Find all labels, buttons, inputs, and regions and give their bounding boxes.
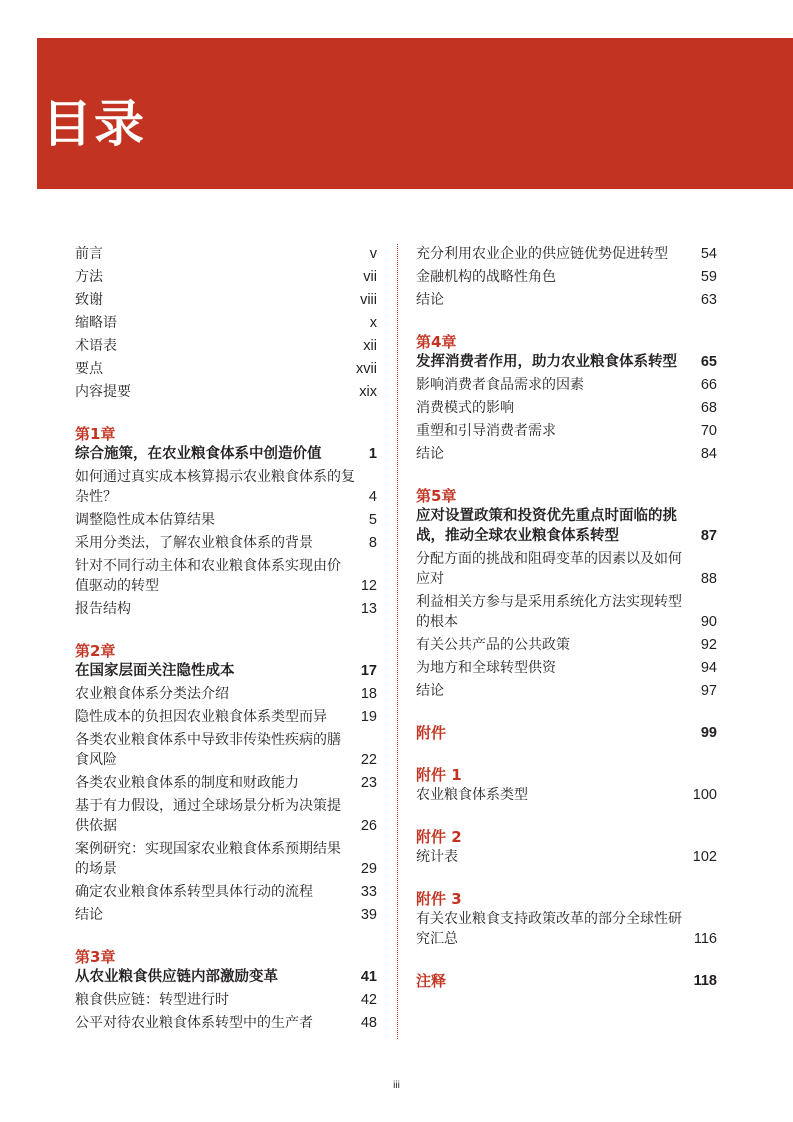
- toc-entry-page: 26: [360, 818, 377, 834]
- toc-chapter: [416, 332, 717, 372]
- toc-entry[interactable]: [75, 556, 377, 596]
- toc-entry[interactable]: [416, 244, 717, 264]
- toc-entry-title: 结论: [416, 446, 444, 462]
- toc-entry-page: 92: [700, 637, 717, 653]
- chapter-title-row[interactable]: [416, 506, 717, 546]
- section-title: 附件: [416, 724, 447, 742]
- toc-entry[interactable]: [416, 658, 717, 678]
- toc-entry-title: 结论: [416, 292, 444, 308]
- toc-entry-title: 利益相关方参与是采用系统化方法实现转型的根本: [416, 594, 682, 630]
- toc-section-heading[interactable]: [416, 971, 717, 991]
- chapter-label: 第4章: [416, 333, 457, 351]
- toc-entry-title: 针对不同行动主体和农业粮食体系实现由价值驱动的转型: [75, 558, 341, 594]
- toc-entry-title: 统计表: [416, 849, 458, 865]
- toc-entry[interactable]: [416, 909, 717, 949]
- toc-entry[interactable]: [416, 290, 717, 310]
- chapter-title-row[interactable]: [75, 444, 377, 464]
- toc-entry-title: 要点: [75, 361, 103, 377]
- toc-entry[interactable]: [75, 267, 377, 287]
- toc-entry[interactable]: [416, 635, 717, 655]
- toc-entry-title: 消费模式的影响: [416, 400, 514, 416]
- toc-entry-page: 66: [700, 377, 717, 393]
- toc-entry-page: 13: [360, 601, 377, 617]
- toc-entry-page: 18: [360, 686, 377, 702]
- toc-entry[interactable]: [75, 510, 377, 530]
- toc-entry-page: 42: [360, 992, 377, 1008]
- chapter-title: 综合施策，在农业粮食体系中创造价值: [75, 446, 322, 462]
- toc-entry[interactable]: [75, 467, 377, 507]
- toc-entry-title: 各类农业粮食体系的制度和财政能力: [75, 775, 299, 791]
- chapter-label: 第5章: [416, 487, 457, 505]
- toc-entry[interactable]: [75, 313, 377, 333]
- toc-entry[interactable]: [75, 1013, 377, 1033]
- toc-entry-title: 隐性成本的负担因农业粮食体系类型而异: [75, 709, 327, 725]
- toc-entry-title: 分配方面的挑战和阻碍变革的因素以及如何应对: [416, 551, 682, 587]
- toc-entry-title: 充分利用农业企业的供应链优势促进转型: [416, 246, 668, 262]
- toc-entry-title: 有关农业粮食支持政策改革的部分全球性研究汇总: [416, 911, 682, 947]
- toc-entry-page: 94: [700, 660, 717, 676]
- toc-entry-page: 5: [368, 512, 377, 528]
- toc-entry-page: 116: [693, 931, 717, 947]
- toc-entry[interactable]: [75, 244, 377, 264]
- toc-entry-title: 重塑和引导消费者需求: [416, 423, 556, 439]
- toc-entry-page: 88: [700, 571, 717, 587]
- toc-entry-title: 农业粮食体系类型: [416, 787, 528, 803]
- toc-entry-title: 调整隐性成本估算结果: [75, 512, 215, 528]
- toc-entry-page: 29: [360, 861, 377, 877]
- chapter-page: 17: [360, 663, 377, 679]
- section-page: 118: [693, 973, 717, 989]
- toc-entry-page: xix: [359, 384, 377, 400]
- toc-entry-page: viii: [360, 292, 377, 308]
- toc-entry[interactable]: [75, 882, 377, 902]
- toc-entry[interactable]: [75, 707, 377, 727]
- toc-entry-page: xii: [363, 338, 377, 354]
- toc-entry-page: 90: [700, 614, 717, 630]
- toc-entry-title: 公平对待农业粮食体系转型中的生产者: [75, 1015, 313, 1031]
- chapter-page: 1: [368, 446, 377, 462]
- toc-entry[interactable]: [416, 267, 717, 287]
- toc-entry[interactable]: [416, 847, 717, 867]
- toc-right-column: [416, 244, 717, 991]
- toc-entry[interactable]: [75, 730, 377, 770]
- toc-entry-title: 确定农业粮食体系转型具体行动的流程: [75, 884, 313, 900]
- toc-left-column: [75, 244, 377, 1036]
- chapter-label: 附件 1: [416, 766, 462, 784]
- toc-chapter: [416, 765, 717, 785]
- toc-entry-title: 案例研究：实现国家农业粮食体系预期结果的场景: [75, 841, 341, 877]
- chapter-title-row[interactable]: [75, 967, 377, 987]
- toc-entry-page: v: [369, 246, 377, 262]
- toc-entry-page: 48: [360, 1015, 377, 1031]
- chapter-label: 附件 3: [416, 890, 462, 908]
- toc-entry-title: 内容提要: [75, 384, 131, 400]
- toc-entry-page: 54: [700, 246, 717, 262]
- chapter-label: 第2章: [75, 642, 116, 660]
- toc-chapter: [75, 424, 377, 464]
- toc-entry-title: 采用分类法，了解农业粮食体系的背景: [75, 535, 313, 551]
- toc-entry-page: 39: [360, 907, 377, 923]
- toc-entry-title: 金融机构的战略性角色: [416, 269, 556, 285]
- toc-entry-title: 术语表: [75, 338, 117, 354]
- toc-entry-page: 12: [360, 578, 377, 594]
- toc-entry-page: x: [369, 315, 377, 331]
- toc-entry[interactable]: [75, 382, 377, 402]
- toc-entry-title: 影响消费者食品需求的因素: [416, 377, 584, 393]
- toc-entry-page: 102: [692, 849, 717, 865]
- toc-entry-title: 前言: [75, 246, 103, 262]
- toc-entry[interactable]: [75, 796, 377, 836]
- toc-entry-title: 方法: [75, 269, 103, 285]
- toc-entry-title: 报告结构: [75, 601, 131, 617]
- toc-entry[interactable]: [416, 785, 717, 805]
- toc-entry-page: 8: [368, 535, 377, 551]
- toc-entry-page: 33: [360, 884, 377, 900]
- chapter-page: 65: [700, 354, 717, 370]
- toc-entry-page: 59: [700, 269, 717, 285]
- toc-entry-title: 有关公共产品的公共政策: [416, 637, 570, 653]
- toc-chapter: [416, 827, 717, 847]
- toc-entry-title: 结论: [75, 907, 103, 923]
- toc-entry[interactable]: [75, 336, 377, 356]
- column-divider: [397, 244, 398, 1039]
- toc-entry[interactable]: [75, 839, 377, 879]
- toc-entry-title: 为地方和全球转型供资: [416, 660, 556, 676]
- toc-entry[interactable]: [416, 549, 717, 589]
- toc-entry[interactable]: [75, 684, 377, 704]
- toc-entry-page: 68: [700, 400, 717, 416]
- toc-chapter: [416, 889, 717, 909]
- toc-chapter: [75, 947, 377, 987]
- chapter-page: 41: [360, 969, 377, 985]
- chapter-title: 应对设置政策和投资优先重点时面临的挑战，推动全球农业粮食体系转型: [416, 508, 677, 544]
- toc-entry-title: 致谢: [75, 292, 103, 308]
- toc-entry-title: 结论: [416, 683, 444, 699]
- toc-entry[interactable]: [416, 421, 717, 441]
- toc-entry-title: 粮食供应链：转型进行时: [75, 992, 229, 1008]
- toc-entry[interactable]: [75, 359, 377, 379]
- toc-entry[interactable]: [75, 599, 377, 619]
- toc-entry-page: 4: [368, 489, 377, 505]
- toc-entry-page: 97: [700, 683, 717, 699]
- toc-entry-page: 84: [700, 446, 717, 462]
- toc-entry[interactable]: [416, 681, 717, 701]
- chapter-label: 附件 2: [416, 828, 462, 846]
- toc-entry[interactable]: [416, 592, 717, 632]
- chapter-label: 第1章: [75, 425, 116, 443]
- chapter-title-row[interactable]: [75, 661, 377, 681]
- section-page: 99: [700, 725, 717, 741]
- toc-entry[interactable]: [75, 533, 377, 553]
- toc-entry[interactable]: [416, 444, 717, 464]
- section-title: 注释: [416, 972, 447, 990]
- toc-entry-title: 各类农业粮食体系中导致非传染性疾病的膳食风险: [75, 732, 341, 768]
- toc-entry-title: 缩略语: [75, 315, 117, 331]
- page-number: iii: [393, 1080, 400, 1091]
- header-banner: [37, 38, 793, 189]
- toc-entry[interactable]: [416, 375, 717, 395]
- toc-entry[interactable]: [75, 290, 377, 310]
- toc-entry[interactable]: [75, 773, 377, 793]
- toc-chapter: [75, 641, 377, 681]
- toc-entry-page: 19: [360, 709, 377, 725]
- toc-entry-page: 23: [360, 775, 377, 791]
- toc-entry-page: 70: [700, 423, 717, 439]
- toc-entry-page: vii: [363, 269, 377, 285]
- toc-entry-page: xvii: [356, 361, 377, 377]
- toc-entry-title: 如何通过真实成本核算揭示农业粮食体系的复杂性？: [75, 469, 355, 505]
- toc-chapter: [416, 486, 717, 546]
- chapter-title-row[interactable]: [416, 352, 717, 372]
- chapter-title: 从农业粮食供应链内部激励变革: [75, 969, 278, 985]
- toc-entry-title: 基于有力假设，通过全球场景分析为决策提供依据: [75, 798, 341, 834]
- toc-entry[interactable]: [416, 398, 717, 418]
- toc-entry-title: 农业粮食体系分类法介绍: [75, 686, 229, 702]
- chapter-title: 发挥消费者作用，助力农业粮食体系转型: [416, 354, 677, 370]
- toc-entry-page: 22: [360, 752, 377, 768]
- chapter-label: 第3章: [75, 948, 116, 966]
- chapter-page: 87: [700, 528, 717, 544]
- page-title: 目录: [42, 95, 146, 153]
- toc-section-heading[interactable]: [416, 723, 717, 743]
- toc-entry[interactable]: [75, 905, 377, 925]
- toc-entry-page: 100: [692, 787, 717, 803]
- chapter-title: 在国家层面关注隐性成本: [75, 663, 235, 679]
- toc-entry-page: 63: [700, 292, 717, 308]
- toc-entry[interactable]: [75, 990, 377, 1010]
